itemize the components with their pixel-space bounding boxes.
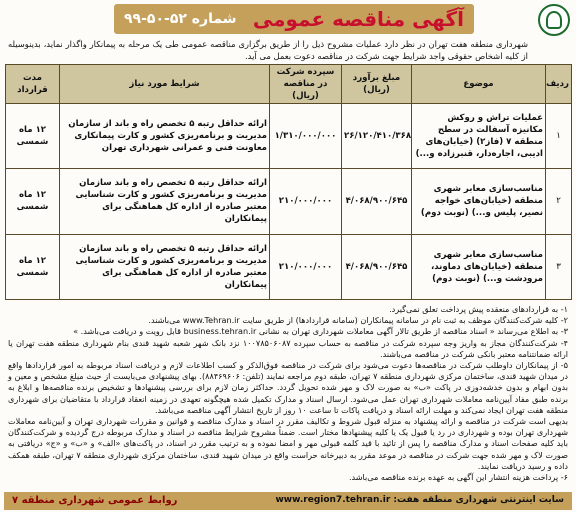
cell-conditions: ارائه حداقل رتبه ۵ تخصص راه و باند سازمان مدیریت و برنامه‌ریزی کشور و کارت شناسایی معتبر صادره از اداره کل هماهنگی برای پیمانکاران <box>60 234 270 299</box>
note-item: بدیهی است شرکت در مناقصه و ارائه پیشنهاد به منزله قبول شروط و تکالیف مقرر در اسناد و مدارک مناقصه و قوانین و مقررات شهرداری تهران و آیین‌نامه معاملات شهرداری تهران بوده و شهرداری در رد یا قبول یک یا کلیه پیشنهادها مختار است. ضمناً مشروح شرایط مناقصه در اسناد و مدارک مربوطه درج گردیده و شرکت‌کنندگان باید کلیه صفحات اسناد و مدارک مناقصه را پس از تائید با قید کلمه قبولی مهر و امضا نموده و به ترتیب مقرر در اسناد، در پاکت‌های «الف» و «ب» و «ج» دریافتی به صورت لاک و مهر شده جهت شرکت در مناقصه در موعد مقرر به دبیرخانه حراست واقع در میدان شهید قندی، ساختمان مرکزی شهرداری منطقه ۷ تهران، طبقه همکف داده و رسید دریافت نمایند. <box>8 416 568 471</box>
table-row <box>6 104 572 169</box>
note-item: ۴- شرکت‌کنندگان مجاز به واریز وجه سپرده شرکت در مناقصه به حساب سپرده ۱۰۰۷۸۵۰۶۰۸۷ نزد بانک شهر شعبه شهید قندی بنام شهرداری منطقه هفت تهران یا ارائه ضمانتنامه معتبر بانکی شرکت در مناقصه می‌باشند. <box>8 337 568 359</box>
cell-deposit: ۲۱۰/۰۰۰/۰۰۰ <box>270 169 342 234</box>
cell-subject: مناسب‌سازی معابر شهری منطقه (خیابان‌های دماوند، مرودشت و...) (نوبت دوم) <box>412 234 546 299</box>
intro-text: شهرداری منطقه هفت تهران در نظر دارد عملیات مشروح ذیل را از طریق برگزاری مناقصه عمومی طی یک مرحله به پیمانکار واگذار نماید، بدینوسیله از کلیه اشخاص حقوقی واجد شرایط جهت شرکت در مناقصه دعوت بعمل می آید. <box>8 39 528 61</box>
cell-row-number: ۲ <box>546 169 572 234</box>
header-subject: موضوع <box>412 65 546 104</box>
header <box>4 2 572 38</box>
note-item: ۳- به اطلاع می‌رساند « اسناد مناقصه از طریق تالار آگهی معاملات شهرداری تهران به نشانی business.tehran.ir قابل رویت و دریافت می‌باشد. » <box>73 326 568 337</box>
cell-conditions: ارائه حداقل رتبه ۵ تخصص راه و باند سازمان مدیریت و برنامه‌ریزی کشور و کارت شناسایی معتبر صادره از اداره کل هماهنگی برای پیمانکاران <box>60 169 270 234</box>
note-item: ۶- پرداخت هزینه انتشار این آگهی به عهده برنده مناقصه می‌باشد. <box>348 472 568 483</box>
note-item: ۲- کلیه شرکت‌کنندگان موظف به ثبت نام در سامانه پیمانکاران (سامانه قراردادها) از طریق سایت www.Tehran.ir می‌باشند. <box>148 315 568 326</box>
header-duration: مدت قرارداد <box>6 65 60 104</box>
cell-amount: ۴/۰۶۸/۹۰۰/۶۴۵ <box>342 169 412 234</box>
title-bar <box>114 4 474 34</box>
notes-section <box>8 304 568 483</box>
logo-emblem <box>546 11 562 29</box>
cell-duration: ۱۲ ماه شمسی <box>6 234 60 299</box>
tender-table <box>6 64 572 300</box>
footer-public-relations: روابط عمومی شهرداری منطقه ۷ <box>12 495 178 506</box>
header-conditions: شرایط مورد نیاز <box>60 65 270 104</box>
note-item: ۱- به قراردادهای منعقده پیش پرداخت تعلق نمی‌گیرد. <box>389 304 568 314</box>
cell-duration: ۱۲ ماه شمسی <box>6 104 60 169</box>
cell-amount: ۴/۰۶۸/۹۰۰/۶۴۵ <box>342 234 412 299</box>
cell-row-number: ۳ <box>546 234 572 299</box>
table-header-row <box>6 65 572 104</box>
footer-website-link[interactable]: سایت اینترنتی شهرداری منطقه هفت: www.region7.tehran.ir <box>275 495 564 505</box>
cell-deposit: ۲۱۰/۰۰۰/۰۰۰ <box>270 234 342 299</box>
note-item: ۵- از پیمانکاران داوطلب شرکت در مناقصه‌ها دعوت می‌شود برای شرکت در مناقصه فوق‌الذکر و کسب اطلاعات لازم و دریافت اسناد مربوطه به امور قراردادها واقع در میدان شهید قندی، ساختمان مرکزی شهرداری منطقه ۷ تهران، طبقه دوم مراجعه نمایند (تلفن: ۸۸۴۶۹۶۰۶). بهای پیشنهادی می‌بایست از حیث مبلغ مشخص و معین و بدون ابهام و بدون خدشه‌دوزی در پاکت «ب» به صورت لاک و مهر شده تحویل گردد. حداکثر زمان لازم برای بررسی پیشنهادها و تشخیص برنده مناقصه‌ها و ابلاغ به برنده طبق مفاد آیین‌نامه معاملات شهرداری تهران عمل می‌شود. ارسال اسناد و مدارک تکمیل شده هیچگونه تعهدی در زمینه انعقاد قرارداد با متقاضیان برای شهرداری منطقه هفت تهران ایجاد نمی‌کند و مهلت ارائه اسناد و دریافت پاکات تا ساعت ۱۰ روز از تاریخ انتشار آگهی مناقصه می‌باشد. <box>8 360 568 415</box>
notice-title: آگهی مناقصه عمومی <box>252 7 464 31</box>
notice-number: شماره ۵۲-۵۰-۹۹ <box>124 11 237 27</box>
municipality-logo-icon <box>538 4 570 36</box>
cell-deposit: ۱/۳۱۰/۰۰۰/۰۰۰ <box>270 104 342 169</box>
cell-subject: مناسب‌سازی معابر شهری منطقه (خیابان‌های خواجه نصیر، پلیس و...) (نوبت دوم) <box>412 169 546 234</box>
header-deposit: سپرده شرکت در مناقصه (ریال) <box>270 65 342 104</box>
header-amount: مبلغ برآورد (ریال) <box>342 65 412 104</box>
footer-bar <box>4 492 572 510</box>
cell-amount: ۲۶/۱۲۰/۴۱۰/۳۶۸ <box>342 104 412 169</box>
cell-duration: ۱۲ ماه شمسی <box>6 169 60 234</box>
table-row <box>6 169 572 234</box>
cell-row-number: ۱ <box>546 104 572 169</box>
header-row-number: ردیف <box>546 65 572 104</box>
cell-conditions: ارائه حداقل رتبه ۵ تخصص راه و باند از سازمان مدیریت و برنامه‌ریزی کشور و کارت پیمانکاری معاونت فنی و عمرانی شهرداری تهران <box>60 104 270 169</box>
table-row <box>6 234 572 299</box>
cell-subject: عملیات تراش و روکش مکانیزه آسفالت در سطح منطقه ۷ (فاز۲) (خیابان‌های ادیبی، اجاره‌دار، قنبرزاده و...) <box>412 104 546 169</box>
